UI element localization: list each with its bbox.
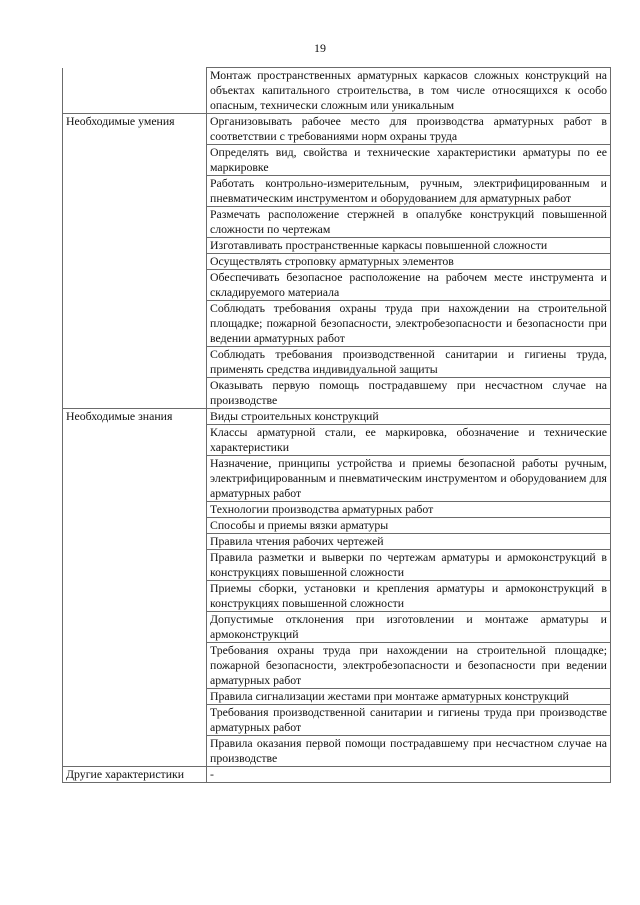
table-row	[63, 145, 611, 176]
table-row	[63, 534, 611, 550]
row-label	[63, 643, 207, 689]
row-label	[63, 612, 207, 643]
row-label	[63, 238, 207, 254]
row-label	[63, 502, 207, 518]
row-label	[63, 705, 207, 736]
row-text: Классы арматурной стали, ее маркировка, обозначение и технические характеристики	[207, 425, 611, 456]
row-label	[63, 145, 207, 176]
table-row	[63, 550, 611, 581]
row-label	[63, 518, 207, 534]
table-row	[63, 736, 611, 767]
row-text: Способы и приемы вязки арматуры	[207, 518, 611, 534]
row-label: Необходимые умения	[63, 114, 207, 145]
row-label	[63, 270, 207, 301]
row-label	[63, 456, 207, 502]
row-label	[63, 736, 207, 767]
row-label	[63, 207, 207, 238]
row-text: Изготавливать пространственные каркасы повышенной сложности	[207, 238, 611, 254]
row-label	[63, 534, 207, 550]
requirements-table	[62, 67, 611, 783]
row-text: Работать контрольно-измерительным, ручным, электрифицированным и пневматическим инструментом и оборудованием для арматурных работ	[207, 176, 611, 207]
table-row	[63, 68, 611, 114]
row-label: Необходимые знания	[63, 409, 207, 425]
row-text: Оказывать первую помощь пострадавшему при несчастном случае на производстве	[207, 378, 611, 409]
table-row	[63, 301, 611, 347]
row-label	[63, 301, 207, 347]
table-row	[63, 114, 611, 145]
row-text: Правила разметки и выверки по чертежам арматуры и армоконструкций в конструкциях повышенной сложности	[207, 550, 611, 581]
table-row	[63, 612, 611, 643]
table-row	[63, 767, 611, 783]
row-label	[63, 550, 207, 581]
row-text: Допустимые отклонения при изготовлении и монтаже арматуры и армоконструкций	[207, 612, 611, 643]
row-label	[63, 347, 207, 378]
row-label	[63, 68, 207, 114]
table-row	[63, 518, 611, 534]
row-text: Размечать расположение стержней в опалубке конструкций повышенной сложности по чертежам	[207, 207, 611, 238]
table-row	[63, 409, 611, 425]
row-text: Назначение, принципы устройства и приемы безопасной работы ручным, электрифицированным и пневматическим инструментом и оборудованием для арматурных работ	[207, 456, 611, 502]
table-row	[63, 378, 611, 409]
table-row	[63, 347, 611, 378]
table-row	[63, 502, 611, 518]
row-text: -	[207, 767, 611, 783]
row-text: Правила сигнализации жестами при монтаже арматурных конструкций	[207, 689, 611, 705]
row-label	[63, 689, 207, 705]
row-text: Правила чтения рабочих чертежей	[207, 534, 611, 550]
row-text: Требования охраны труда при нахождении на строительной площадке; пожарной безопасности, электробезопасности и безопасности при ведении арматурных работ	[207, 643, 611, 689]
row-text: Определять вид, свойства и технические характеристики арматуры по ее маркировке	[207, 145, 611, 176]
row-text: Осуществлять строповку арматурных элементов	[207, 254, 611, 270]
row-text: Приемы сборки, установки и крепления арматуры и армоконструкций в конструкциях повышенной сложности	[207, 581, 611, 612]
table-row	[63, 270, 611, 301]
row-label: Другие характеристики	[63, 767, 207, 783]
row-label	[63, 378, 207, 409]
row-text: Технологии производства арматурных работ	[207, 502, 611, 518]
row-text: Обеспечивать безопасное расположение на рабочем месте инструмента и складируемого материала	[207, 270, 611, 301]
requirements-table-body	[63, 68, 611, 783]
row-text: Требования производственной санитарии и гигиены труда при производстве арматурных работ	[207, 705, 611, 736]
table-row	[63, 425, 611, 456]
row-text: Организовывать рабочее место для производства арматурных работ в соответствии с требованиями норм охраны труда	[207, 114, 611, 145]
row-text: Правила оказания первой помощи пострадавшему при несчастном случае на производстве	[207, 736, 611, 767]
table-row	[63, 207, 611, 238]
table-row	[63, 643, 611, 689]
row-label	[63, 254, 207, 270]
row-label	[63, 176, 207, 207]
row-label	[63, 425, 207, 456]
table-row	[63, 689, 611, 705]
row-text: Соблюдать требования охраны труда при нахождении на строительной площадке; пожарной безопасности, электробезопасности и безопасности при ведении арматурных работ	[207, 301, 611, 347]
table-row	[63, 176, 611, 207]
row-label	[63, 581, 207, 612]
table-row	[63, 456, 611, 502]
table-row	[63, 705, 611, 736]
row-text: Виды строительных конструкций	[207, 409, 611, 425]
page-number: 19	[314, 41, 326, 55]
row-text: Монтаж пространственных арматурных каркасов сложных конструкций на объектах капитального строительства, в том числе относящихся к особо опасным, технически сложным или уникальным	[207, 68, 611, 114]
row-text: Соблюдать требования производственной санитарии и гигиены труда, применять средства индивидуальной защиты	[207, 347, 611, 378]
table-row	[63, 581, 611, 612]
table-row	[63, 254, 611, 270]
table-row	[63, 238, 611, 254]
